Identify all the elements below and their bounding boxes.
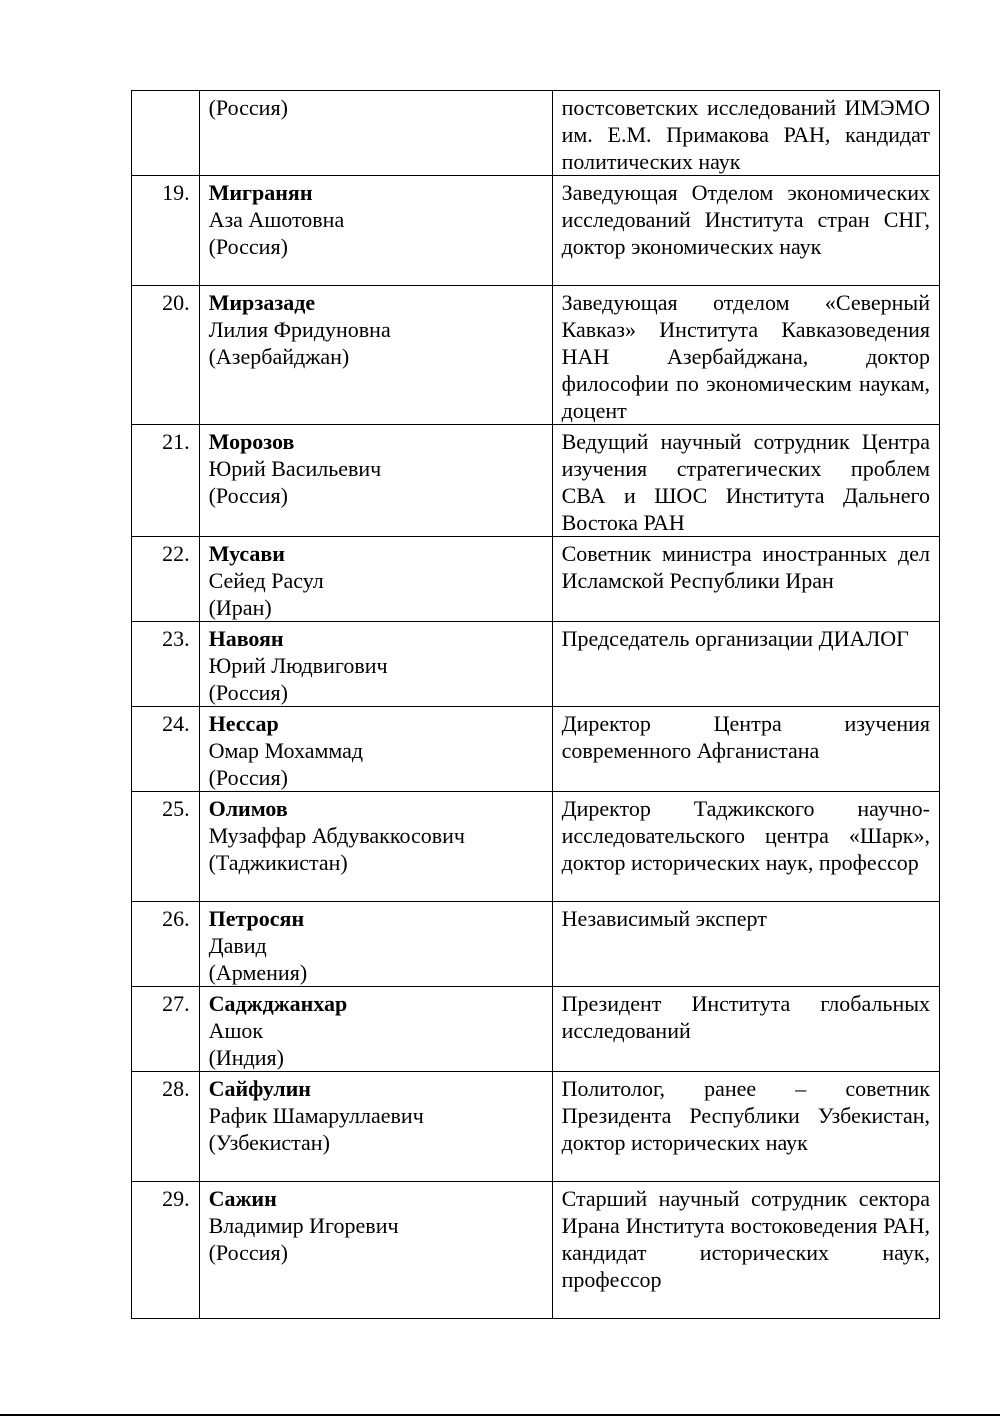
row-number: 19. bbox=[132, 176, 200, 286]
participant-country: (Узбекистан) bbox=[208, 1130, 330, 1155]
participant-surname: Сажин bbox=[208, 1186, 277, 1211]
participant-given-name: Ашок bbox=[208, 1018, 264, 1043]
participant-country: (Армения) bbox=[208, 960, 308, 985]
participant-surname: Морозов bbox=[208, 429, 295, 454]
participant-given-name: Омар Мохаммад bbox=[208, 738, 364, 763]
row-number: 29. bbox=[132, 1182, 200, 1319]
row-number: 26. bbox=[132, 902, 200, 987]
table-row bbox=[132, 622, 940, 707]
table-row bbox=[132, 1182, 940, 1319]
participant-country: (Россия) bbox=[208, 765, 288, 790]
row-number: 20. bbox=[132, 286, 200, 425]
participant-position: Советник министра иностранных дел Исламской Республики Иран bbox=[552, 537, 939, 622]
participant-surname: Мигранян bbox=[208, 180, 313, 205]
table-row bbox=[132, 902, 940, 987]
participant-surname: Сайфулин bbox=[208, 1076, 311, 1101]
participant-position: Заведующая Отделом экономических исследований Института стран СНГ, доктор экономических наук bbox=[552, 176, 939, 286]
participant-surname: Нессар bbox=[208, 711, 279, 736]
page-bottom-rule bbox=[0, 1414, 1000, 1416]
participant-position: Ведущий научный сотрудник Центра изучения стратегических проблем СВА и ШОС Института Дальнего Востока РАН bbox=[552, 425, 939, 537]
participant-position: Старший научный сотрудник сектора Ирана Института востоковедения РАН, кандидат исторических наук, профессор bbox=[552, 1182, 939, 1319]
participant-country: (Россия) bbox=[208, 234, 288, 259]
table-row bbox=[132, 1072, 940, 1182]
table-row bbox=[132, 91, 940, 176]
participant-country: (Россия) bbox=[208, 95, 288, 120]
row-number bbox=[132, 91, 200, 176]
participant-position: постсоветских исследований ИМЭМО им. Е.М. Примакова РАН, кандидат политических наук bbox=[552, 91, 939, 176]
table-row bbox=[132, 987, 940, 1072]
participant-given-name: Музаффар Абдуваккосович bbox=[208, 823, 465, 848]
participant-name-cell bbox=[199, 792, 552, 902]
participant-given-name: Сейед Расул bbox=[208, 568, 324, 593]
participant-name-cell bbox=[199, 537, 552, 622]
table-row bbox=[132, 707, 940, 792]
table-row bbox=[132, 286, 940, 425]
participant-position: Независимый эксперт bbox=[552, 902, 939, 987]
participant-country: (Индия) bbox=[208, 1045, 284, 1070]
participant-country: (Азербайджан) bbox=[208, 344, 350, 369]
participant-position: Заведующая отделом «Северный Кавказ» Института Кавказоведения НАН Азербайджана, доктор философии по экономическим наукам, доцент bbox=[552, 286, 939, 425]
participants-table bbox=[131, 90, 940, 1319]
participant-name-cell bbox=[199, 707, 552, 792]
participant-position: Директор Таджикского научно-исследовательского центра «Шарк», доктор исторических наук, профессор bbox=[552, 792, 939, 902]
table-body bbox=[132, 91, 940, 1319]
participant-given-name: Юрий Людвигович bbox=[208, 653, 388, 678]
row-number: 21. bbox=[132, 425, 200, 537]
participant-position: Политолог, ранее – советник Президента Республики Узбекистан, доктор исторических наук bbox=[552, 1072, 939, 1182]
participant-country: (Россия) bbox=[208, 483, 288, 508]
row-number: 28. bbox=[132, 1072, 200, 1182]
table-row bbox=[132, 425, 940, 537]
participant-country: (Иран) bbox=[208, 595, 272, 620]
row-number: 25. bbox=[132, 792, 200, 902]
participant-name-cell bbox=[199, 425, 552, 537]
table-row bbox=[132, 537, 940, 622]
row-number: 23. bbox=[132, 622, 200, 707]
participant-name-cell bbox=[199, 286, 552, 425]
participant-name-cell bbox=[199, 987, 552, 1072]
participant-country: (Таджикистан) bbox=[208, 850, 348, 875]
participant-name-cell bbox=[199, 91, 552, 176]
participant-surname: Олимов bbox=[208, 796, 288, 821]
participant-name-cell bbox=[199, 1072, 552, 1182]
participant-name-cell bbox=[199, 176, 552, 286]
row-number: 24. bbox=[132, 707, 200, 792]
participant-surname: Мирзазаде bbox=[208, 290, 316, 315]
participant-surname: Саджджанхар bbox=[208, 991, 348, 1016]
participant-given-name: Владимир Игоревич bbox=[208, 1213, 399, 1238]
participant-position: Директор Центра изучения современного Афганистана bbox=[552, 707, 939, 792]
participant-country: (Россия) bbox=[208, 680, 288, 705]
participant-surname: Навоян bbox=[208, 626, 284, 651]
table-row bbox=[132, 792, 940, 902]
participant-name-cell bbox=[199, 1182, 552, 1319]
participant-surname: Петросян bbox=[208, 906, 305, 931]
participant-given-name: Давид bbox=[208, 933, 267, 958]
participant-given-name: Юрий Васильевич bbox=[208, 456, 382, 481]
participant-country: (Россия) bbox=[208, 1240, 288, 1265]
table-row bbox=[132, 176, 940, 286]
row-number: 27. bbox=[132, 987, 200, 1072]
participant-position: Президент Института глобальных исследований bbox=[552, 987, 939, 1072]
participant-name-cell bbox=[199, 902, 552, 987]
participant-given-name: Аза Ашотовна bbox=[208, 207, 345, 232]
participant-position: Председатель организации ДИАЛОГ bbox=[552, 622, 939, 707]
participant-surname: Мусави bbox=[208, 541, 285, 566]
participant-given-name: Рафик Шамаруллаевич bbox=[208, 1103, 424, 1128]
participant-name-cell bbox=[199, 622, 552, 707]
row-number: 22. bbox=[132, 537, 200, 622]
participant-given-name: Лилия Фридуновна bbox=[208, 317, 391, 342]
